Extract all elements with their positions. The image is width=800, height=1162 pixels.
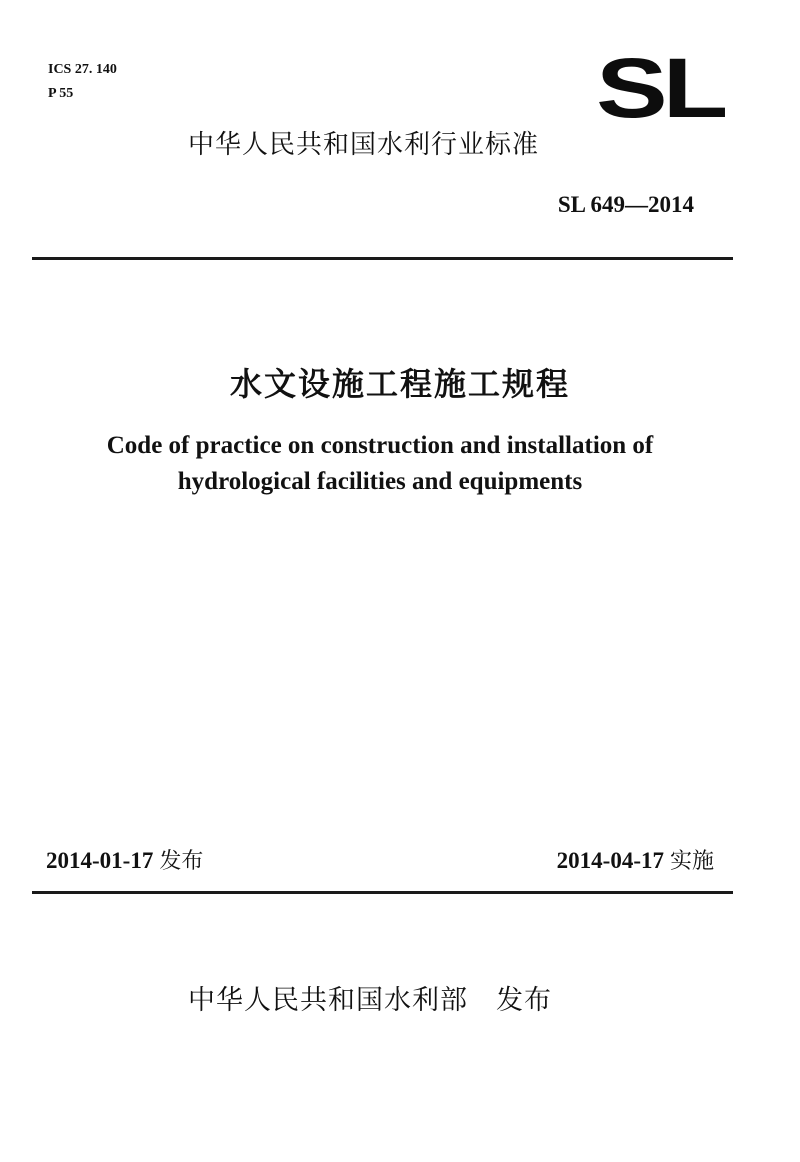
publisher-name: 中华人民共和国水利部: [188, 985, 468, 1016]
issue-date: 2014-01-17: [46, 848, 154, 873]
ccs-code: P 55: [48, 86, 74, 101]
document-title-english: [0, 428, 760, 500]
document-title-chinese: 水文设施工程施工规程: [229, 365, 570, 403]
publisher-action: 发布: [496, 985, 552, 1016]
standard-number: SL 649—2014: [557, 192, 694, 217]
implementation-date: 2014-04-17: [556, 848, 664, 873]
publisher-line: [0, 981, 800, 1021]
english-title-line-1: Code of practice on construction and installation of: [106, 432, 654, 459]
ics-code: ICS 27. 140: [48, 62, 117, 77]
implementation-label: 实施: [669, 849, 714, 874]
issue-label: 发布: [159, 849, 204, 874]
implementation-date-block: [557, 844, 714, 879]
industry-standard-title: 中华人民共和国水利行业标准: [188, 130, 540, 160]
top-divider: [32, 257, 733, 260]
sl-logo: SL: [596, 41, 724, 135]
issue-date-block: [46, 844, 203, 879]
bottom-divider: [32, 891, 733, 894]
english-title-line-2: hydrological facilities and equipments: [177, 468, 583, 495]
classification-codes: [48, 58, 117, 106]
